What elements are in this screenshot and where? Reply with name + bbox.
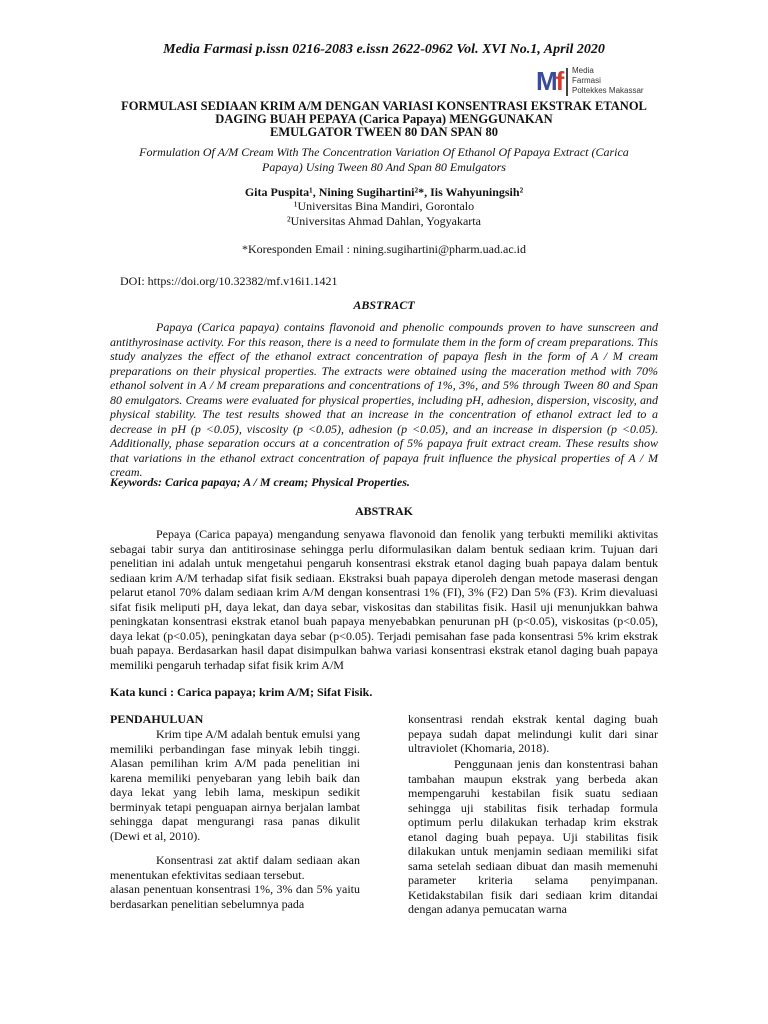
- abstrak-text: Pepaya (Carica papaya) mengandung senyawa flavonoid dan fenolik yang terbukti memiliki aktivitas sebagai tabir surya dan antitirosinase sehingga perlu diformulasikan dalam bentuk sediaan krim. Tujuan dari penelitian ini adalah untuk mengetahui pengaruh konsentrasi ekstrak etanol daging buah papaya dalam bentuk sediaan krim A/M terhadap sifat fisik sediaan. Ekstraksi buah papaya diperoleh dengan metode maserasi dengan pelarut etanol 70% dalam sediaan krim A/M dengan konsentrasi 1% (FI), 3% (F2) Dan 5% (F3). Krim dievaluasi sifat fisik meliputi pH, daya lekat, dan daya sebar, viskositas dan stabilitas fisik. Hasil uji menunjukkan bahwa peningkatan konsentrasi ekstrak etanol buah papaya menyebabkan penurunan pH (p<0.05), viskositas (p<0.05), daya lekat (p<0.05), peningkatan daya sebar (p<0.05). Terjadi pemisahan fase pada konsentrasi 5% krim ekstrak buah papaya. Berdasarkan hasil dapat disimpulkan bahwa variasi konsentrasi ekstrak etanol daging buah papaya memiliki pengaruh terhadap sifat fisik krim A/M: [110, 527, 658, 672]
- authors: Gita Puspita¹, Nining Sugihartini²*, Iis Wahyuningsih²: [244, 185, 524, 199]
- journal-logo: [536, 64, 686, 100]
- article-title: FORMULASI SEDIAAN KRIM A/M DENGAN VARIASI KONSENTRASI EKSTRAK ETANOL DAGING BUAH PEPAYA (Carica Papaya) MENGGUNAKAN EMULGATOR TWEEN 80 DAN SPAN 80: [121, 99, 647, 139]
- logo-text: Media Farmasi Poltekkes Makassar: [572, 66, 644, 95]
- left-column-paragraph-1: Krim tipe A/M adalah bentuk emulsi yang memiliki perbandingan fase minyak lebih tinggi. Alasan pemilihan krim A/M pada penelitian ini karena memiliki penyebaran yang lebih baik dan daya lekat yang lebih lama, meskipun sedikit berminyak tetapi penguapan airnya berjalan lambat sehingga dapat mengurangi rasa panas dikulit (Dewi et al, 2010).: [110, 727, 360, 843]
- left-column-paragraph-3: alasan penentuan konsentrasi 1%, 3% dan 5% yaitu berdasarkan penelitian sebelumnya pada: [110, 882, 360, 911]
- abstrak-heading: ABSTRAK: [354, 504, 413, 518]
- article-subtitle: Formulation Of A/M Cream With The Concentration Variation Of Ethanol Of Papaya Extract (Carica Papaya) Using Tween 80 And Span 80 Emulgators: [139, 145, 629, 174]
- abstract-heading: ABSTRACT: [353, 298, 415, 312]
- section-heading-pendahuluan: PENDAHULUAN: [110, 712, 204, 726]
- logo-mark: Mf: [536, 66, 563, 96]
- affiliation-1: ¹Universitas Bina Mandiri, Gorontalo: [293, 199, 475, 213]
- abstract-keywords: Keywords: Carica papaya; A / M cream; Physical Properties.: [110, 475, 410, 489]
- abstrak-keywords: Kata kunci : Carica papaya; krim A/M; Sifat Fisik.: [110, 685, 373, 699]
- right-column-paragraph-1: konsentrasi rendah ekstrak kental daging buah pepaya sudah dapat melindungi kulit dari sinar ultraviolet (Khomaria, 2018).: [408, 712, 658, 755]
- abstract-text: Papaya (Carica papaya) contains flavonoid and phenolic compounds proven to have sunscreen and antithyrosinase activity. For this reason, there is a need to formulate them in the form of cream preparations. This study analyzes the effect of the ethanol extract concentration of papaya flesh in the form of A / M cream preparations on their physical properties. The extracts were obtained using the maceration method with 70% ethanol solvent in A / M cream preparations and concentrations of 1%, 3%, and 5% through Tween 80 and Span 80 emulgators. Creams were evaluated for physical properties, including pH, adhesion, dispersion, viscosity, and physical stability. The test results showed that an increase in the concentration of ethanol extract led to a decrease in pH (p <0.05), viscosity (p <0.05), adhesion (p <0.05), and an increase in dispersion (p <0.05). Additionally, phase separation occurs at a concentration of 5% papaya fruit extract cream. These results show that variations in the ethanol extract concentration of papaya fruit influence the physical properties of A / M cream.: [110, 320, 658, 479]
- journal-header: Media Farmasi p.issn 0216-2083 e.issn 2622-0962 Vol. XVI No.1, April 2020: [163, 42, 605, 57]
- corresponding-email: *Koresponden Email : nining.sugihartini@pharm.uad.ac.id: [242, 242, 526, 256]
- doi-link[interactable]: DOI: https://doi.org/10.32382/mf.v16i1.1421: [120, 274, 338, 288]
- left-column-paragraph-2: Konsentrasi zat aktif dalam sediaan akan menentukan efektivitas sediaan tersebut.: [110, 853, 360, 882]
- logo-divider: [566, 68, 568, 96]
- right-column-paragraph-2: Penggunaan jenis dan konstentrasi bahan tambahan maupun ekstrak yang berbeda akan mempengaruhi kestabilan fisik suatu sediaan sehingga uji stabilitas fisik terhadap formula optimum perlu dilakukan terhadap krim ekstrak etanol daging buah pepaya. Uji stabilitas fisik dilakukan untuk menjamin sediaan memiliki sifat sama setelah sediaan dibuat dan masih memenuhi parameter kriteria selama penyimpanan. Ketidakstabilan fisik dari sediaan krim ditandai dengan adanya pemucatan warna: [408, 757, 658, 916]
- affiliation-2: ²Universitas Ahmad Dahlan, Yogyakarta: [287, 214, 481, 228]
